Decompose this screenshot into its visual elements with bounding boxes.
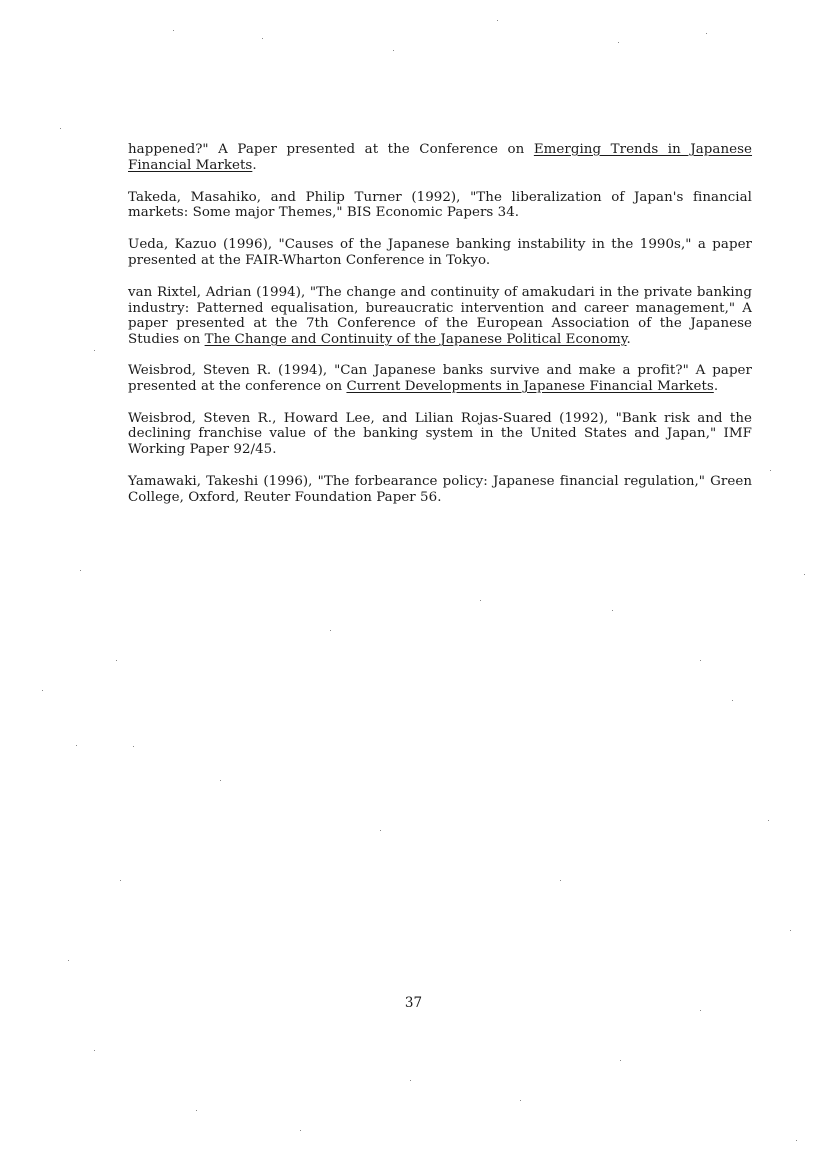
- reference-text: Ueda, Kazuo (1996), "Causes of the Japanese banking instability in the 1990s," a paper presented at the FAIR-Wharton Conference in Tokyo.: [128, 237, 752, 268]
- reference-item: [128, 237, 752, 269]
- reference-item: [128, 363, 752, 395]
- reference-text: Weisbrod, Steven R. (1994), "Can Japanese banks survive and make a profit?" A paper presented at the conference on: [128, 362, 752, 394]
- reference-item: [128, 474, 752, 506]
- reference-title: The Change and Continuity of the Japanese Political Economy: [204, 332, 627, 348]
- reference-title: Emerging Trends in Japanese Financial Markets: [128, 142, 753, 173]
- reference-item: [128, 285, 752, 348]
- reference-suffix: .: [713, 378, 719, 394]
- reference-suffix: .: [252, 157, 257, 173]
- reference-item: [128, 142, 752, 174]
- reference-text: Weisbrod, Steven R., Howard Lee, and Lilian Rojas-Suared (1992), "Bank risk and the declining franchise value of the banking system in the United States and Japan," IMF Working Paper 92/45.: [128, 410, 752, 458]
- reference-text: Yamawaki, Takeshi (1996), "The forbearance policy: Japanese financial regulation," Green College, Oxford, Reuter Foundation Paper 56.: [128, 473, 752, 505]
- reference-text: happened?" A Paper presented at the Conference on: [128, 142, 534, 157]
- reference-item: [128, 190, 752, 222]
- reference-suffix: .: [626, 332, 631, 348]
- reference-item: [128, 411, 752, 458]
- page-number: 37: [404, 995, 423, 1011]
- reference-text: Takeda, Masahiko, and Philip Turner (1992), "The liberalization of Japan's financial markets: Some major Themes," BIS Economic Papers 34.: [128, 189, 752, 221]
- reference-list: [128, 142, 752, 522]
- reference-title: Current Developments in Japanese Financial Markets: [346, 378, 714, 394]
- reference-text: van Rixtel, Adrian (1994), "The change and continuity of amakudari in the private banking industry: Patterned equalisation, bureaucratic intervention and career management," A paper presented at the 7th Conference of the European Association of the Japanese Studies on: [128, 284, 752, 348]
